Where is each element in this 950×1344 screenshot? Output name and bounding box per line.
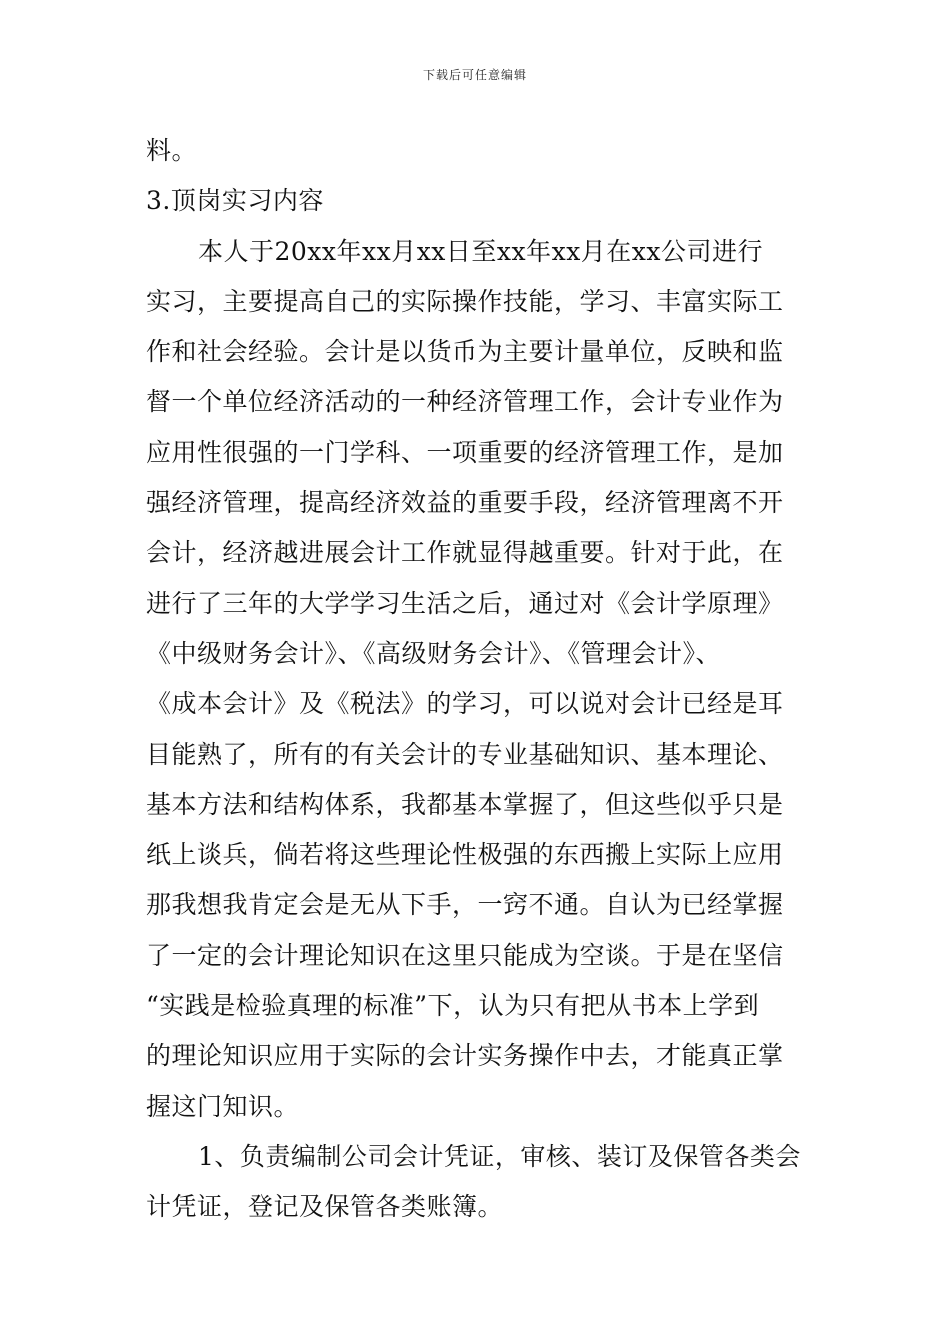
text-line: 会计，经济越进展会计工作就显得越重要。针对于此，在	[146, 538, 784, 568]
text-line: “实践是检验真理的标准”下，认为只有把从书本上学到	[146, 991, 760, 1021]
text-line: 1、负责编制公司会计凭证，审核、装订及保管各类会	[198, 1141, 801, 1171]
section-heading: 3.顶岗实习内容	[146, 186, 324, 216]
text-line: 了一定的会计理论知识在这里只能成为空谈。于是在坚信	[146, 940, 784, 970]
text-line: 握这门知识。	[146, 1091, 300, 1121]
text-line: 督一个单位经济活动的一种经济管理工作，会计专业作为	[146, 387, 784, 417]
text-line: 进行了三年的大学学习生活之后，通过对《会计学原理》	[146, 588, 784, 618]
text-line: 作和社会经验。会计是以货币为主要计量单位，反映和监	[146, 337, 784, 367]
text-line: 实习，主要提高自己的实际操作技能，学习、丰富实际工	[146, 286, 784, 316]
text-line: 《成本会计》及《税法》的学习，可以说对会计已经是耳	[146, 689, 784, 719]
text-line: 纸上谈兵，倘若将这些理论性极强的东西搬上实际上应用	[146, 840, 784, 870]
document-body	[146, 126, 806, 1233]
text-line: 本人于20xx年xx月xx日至xx年xx月在xx公司进行	[198, 236, 764, 266]
header-note: 下载后可任意编辑	[422, 68, 527, 82]
text-line: 计凭证，登记及保管各类账簿。	[146, 1192, 504, 1222]
text-line: 料。	[146, 136, 198, 165]
text-line: 强经济管理，提高经济效益的重要手段，经济管理离不开	[146, 488, 784, 518]
text-line: 基本方法和结构体系，我都基本掌握了，但这些似乎只是	[146, 789, 784, 819]
text-line: 应用性很强的一门学科、一项重要的经济管理工作，是加	[146, 437, 784, 467]
text-line: 的理论知识应用于实际的会计实务操作中去，才能真正掌	[146, 1041, 784, 1071]
text-line: 《中级财务会计》、《高级财务会计》、《管理会计》、	[146, 638, 722, 668]
text-line: 目能熟了，所有的有关会计的专业基础知识、基本理论、	[146, 739, 784, 769]
text-line: 那我想我肯定会是无从下手，一窍不通。自认为已经掌握	[146, 890, 784, 920]
